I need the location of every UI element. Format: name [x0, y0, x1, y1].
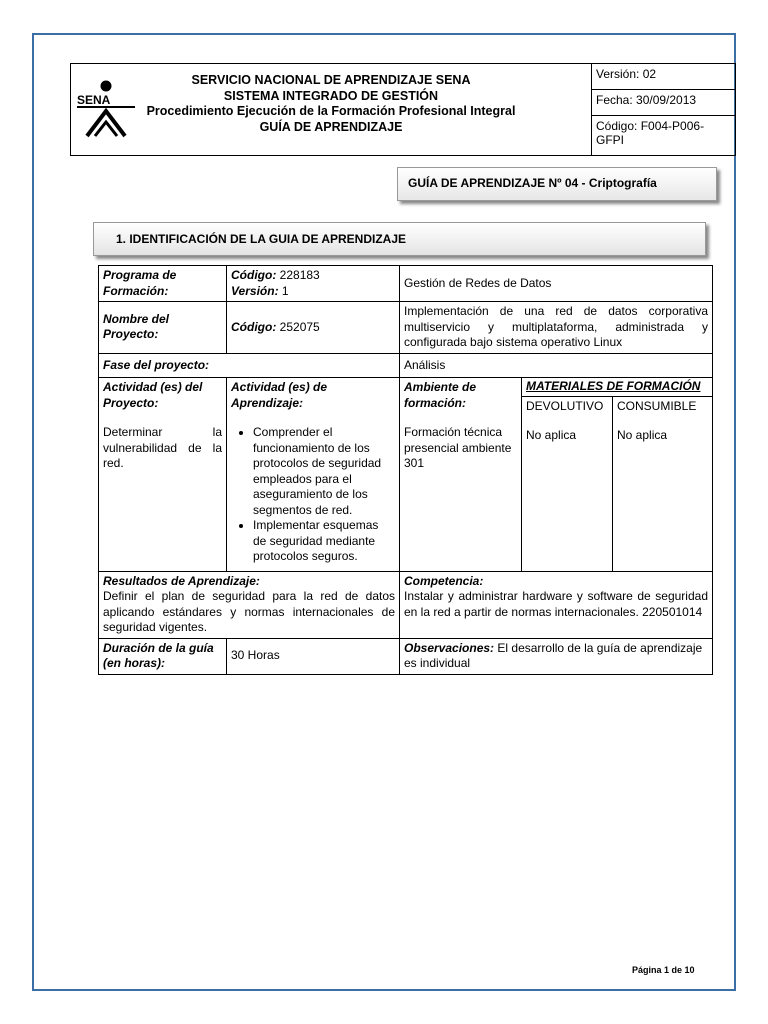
- codigo-label: Código:: [231, 268, 277, 282]
- observaciones-cell: [400, 638, 713, 674]
- header-meta: [591, 64, 735, 155]
- version-label: Versión:: [231, 283, 279, 298]
- fase-label: Fase del proyecto:: [99, 353, 400, 378]
- consumible-value: No aplica: [617, 428, 668, 442]
- header-date: Fecha: 30/09/2013: [591, 90, 735, 116]
- codigo-proyecto: 252075: [279, 319, 320, 334]
- actividad-proyecto-value: Determinar la vulnerabilidad de la red.: [103, 425, 222, 470]
- codigo-programa: 228183: [279, 268, 320, 282]
- table-row: [99, 571, 713, 638]
- ambiente-value: Formación técnica presencial ambiente 301: [404, 425, 512, 470]
- list-item: • Comprender el funcionamiento de los protocolos de seguridad empleados para el aseguramiento de los segmentos de red.: [253, 425, 395, 518]
- fase-value: Análisis: [400, 353, 713, 378]
- guide-title-box: [397, 167, 717, 201]
- table-row: [99, 378, 713, 397]
- devolutivo-label: DEVOLUTIVO: [526, 398, 604, 413]
- actividad-proyecto-label: Actividad (es) del Proyecto:: [103, 380, 203, 410]
- consumible-label: CONSUMIBLE: [617, 398, 697, 413]
- devolutivo-value: No aplica: [526, 428, 577, 442]
- programa-nombre: Gestión de Redes de Datos: [400, 266, 713, 302]
- duracion-value: 30 Horas: [227, 638, 400, 674]
- codigo-label-2: Código:: [231, 319, 277, 334]
- document-header: [70, 63, 736, 156]
- header-title-block: [131, 73, 531, 135]
- consumible-cell: [613, 396, 713, 571]
- header-version: Versión: 02: [591, 64, 735, 90]
- header-line-1: SERVICIO NACIONAL DE APRENDIZAJE SENA: [191, 73, 471, 87]
- page-number: Página 1 de 10: [632, 965, 695, 975]
- table-row: [99, 638, 713, 674]
- competencia-cell: [400, 571, 713, 638]
- devolutivo-cell: [522, 396, 613, 571]
- materiales-label: MATERIALES DE FORMACIÓN: [522, 378, 713, 397]
- header-code: Código: F004-P006-GFPI: [596, 119, 705, 147]
- sena-logo: [75, 76, 137, 138]
- ambiente-cell: [400, 378, 522, 572]
- actividad-aprendizaje-label: Actividad (es) de Aprendizaje:: [231, 380, 328, 410]
- proyecto-code-cell: [227, 302, 400, 354]
- programa-label: Programa de Formación:: [99, 266, 227, 302]
- actividad-aprendizaje-cell: [227, 378, 400, 572]
- header-main-cell: [71, 64, 592, 155]
- duracion-label: Duración de la guía (en horas):: [99, 638, 227, 674]
- observaciones-value: El desarrollo de la guía de aprendizaje es individual: [404, 640, 703, 670]
- header-line-3: Procedimiento Ejecución de la Formación Profesional Integral: [146, 104, 516, 118]
- identification-table: [98, 265, 713, 675]
- observaciones-label: Observaciones:: [404, 640, 495, 655]
- version-value: 1: [281, 283, 289, 298]
- table-row: [99, 353, 713, 378]
- resultados-label: Resultados de Aprendizaje:: [103, 573, 260, 588]
- competencia-label: Competencia:: [404, 573, 484, 588]
- guide-title: GUÍA DE APRENDIZAJE Nº 04 - Criptografía: [408, 176, 657, 190]
- sena-logo-text: SENA: [77, 93, 111, 107]
- competencia-value: Instalar y administrar hardware y software de seguridad en la red a partir de normas internacionales. 220501014: [404, 589, 708, 619]
- actividad-proyecto-cell: [99, 378, 227, 572]
- header-line-4: GUÍA DE APRENDIZAJE: [259, 119, 403, 134]
- section-1-title: 1. IDENTIFICACIÓN DE LA GUIA DE APRENDIZAJE: [116, 232, 407, 246]
- header-line-2: SISTEMA INTEGRADO DE GESTIÓN: [223, 88, 439, 103]
- table-row: [99, 266, 713, 302]
- list-item: • Implementar esquemas de seguridad mediante protocolos seguros.: [253, 518, 395, 565]
- ambiente-label: Ambiente de formación:: [404, 380, 477, 410]
- proyecto-label: Nombre del Proyecto:: [99, 302, 227, 354]
- section-1-heading: [93, 222, 706, 256]
- table-row: [99, 302, 713, 354]
- programa-codes: [227, 266, 400, 302]
- resultados-value: Definir el plan de seguridad para la red de datos aplicando estándares y normas internacionales de seguridad vigentes.: [103, 589, 395, 634]
- resultados-cell: [99, 571, 400, 638]
- proyecto-nombre: Implementación de una red de datos corporativa multiservicio y multiplataforma, administrada y configurada bajo sistema operativo Linux: [400, 302, 713, 354]
- actividades-list: [231, 425, 395, 565]
